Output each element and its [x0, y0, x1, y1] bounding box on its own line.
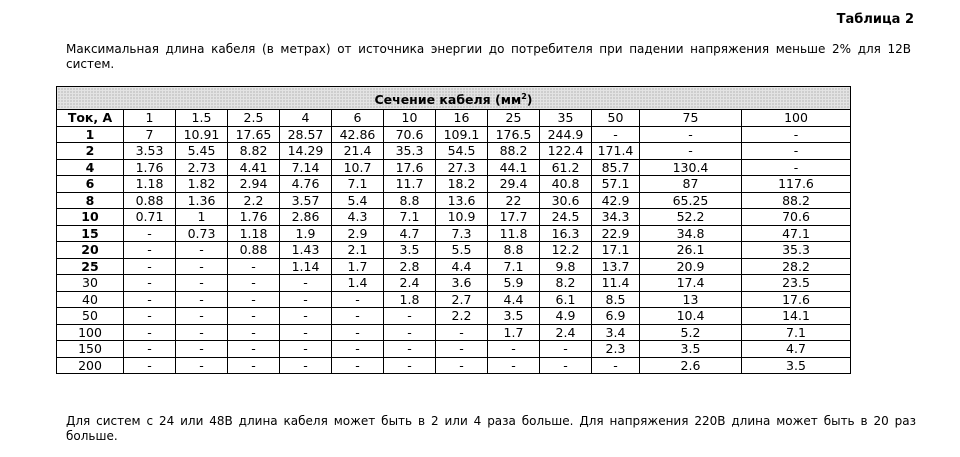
section-header-cell: 1.5: [176, 110, 228, 127]
row-current-label: 40: [57, 291, 124, 308]
table-cell: -: [228, 341, 280, 358]
table-cell: 1.7: [488, 324, 540, 341]
row-current-label: 10: [57, 209, 124, 226]
table-cell: 17.65: [228, 126, 280, 143]
row-current-label: 15: [57, 225, 124, 242]
table-row: [57, 126, 851, 143]
table-cell: 17.1: [592, 242, 640, 259]
table-cell: 17.4: [640, 275, 742, 292]
table-cell: 5.2: [640, 324, 742, 341]
table-cell: -: [176, 341, 228, 358]
table-cell: -: [228, 275, 280, 292]
table-cell: 1.4: [332, 275, 384, 292]
table-cell: 1.18: [228, 225, 280, 242]
table-cell: 4.3: [332, 209, 384, 226]
table-cell: 10.9: [436, 209, 488, 226]
table-cell: 21.4: [332, 143, 384, 160]
table-cell: -: [124, 291, 176, 308]
table-cell: -: [332, 357, 384, 374]
table-cell: 2.1: [332, 242, 384, 259]
table-cell: -: [332, 341, 384, 358]
table-cell: 7.1: [742, 324, 851, 341]
table-cell: 117.6: [742, 176, 851, 193]
table-cell: 3.6: [436, 275, 488, 292]
section-header-cell: 4: [280, 110, 332, 127]
table-cell: -: [742, 143, 851, 160]
table-cell: 8.5: [592, 291, 640, 308]
row-current-label: 100: [57, 324, 124, 341]
table-cell: -: [592, 126, 640, 143]
table-cell: 2.86: [280, 209, 332, 226]
section-header-row: [57, 87, 851, 110]
table-cell: 34.8: [640, 225, 742, 242]
section-header-cell: 1: [124, 110, 176, 127]
table-cell: -: [228, 324, 280, 341]
footnote-paragraph: Для систем с 24 или 48В длина кабеля может быть в 2 или 4 раза больше. Для напряжения 220В длина может быть в 20 раз больше.: [66, 414, 916, 443]
intro-paragraph: Максимальная длина кабеля (в метрах) от источника энергии до потребителя при падении напряжения меньше 2% для 12В систем.: [66, 42, 911, 71]
table-cell: 1.8: [384, 291, 436, 308]
table-cell: -: [488, 357, 540, 374]
table-cell: -: [228, 308, 280, 325]
table-cell: 61.2: [540, 159, 592, 176]
table-cell: 0.88: [124, 192, 176, 209]
table-cell: 10.7: [332, 159, 384, 176]
table-cell: 13.6: [436, 192, 488, 209]
table-cell: -: [124, 357, 176, 374]
table-row: [57, 341, 851, 358]
table-cell: 2.2: [228, 192, 280, 209]
row-current-label: 4: [57, 159, 124, 176]
table-cell: 88.2: [488, 143, 540, 160]
table-cell: 8.2: [540, 275, 592, 292]
table-cell: 85.7: [592, 159, 640, 176]
table-row: [57, 225, 851, 242]
table-cell: 7.1: [384, 209, 436, 226]
table-cell: 42.86: [332, 126, 384, 143]
row-current-label: 50: [57, 308, 124, 325]
table-cell: -: [540, 357, 592, 374]
section-header-cell: 6: [332, 110, 384, 127]
table-cell: 2.8: [384, 258, 436, 275]
table-cell: 70.6: [384, 126, 436, 143]
table-cell: -: [436, 357, 488, 374]
section-header-cell: 100: [742, 110, 851, 127]
table-cell: 17.7: [488, 209, 540, 226]
table-cell: -: [332, 308, 384, 325]
table-cell: 2.7: [436, 291, 488, 308]
table-cell: -: [436, 324, 488, 341]
table-cell: 23.5: [742, 275, 851, 292]
table-cell: 1.18: [124, 176, 176, 193]
table-cell: -: [228, 357, 280, 374]
table-cell: 42.9: [592, 192, 640, 209]
table-cell: 122.4: [540, 143, 592, 160]
table-cell: 3.57: [280, 192, 332, 209]
table-cell: 14.1: [742, 308, 851, 325]
table-cell: 30.6: [540, 192, 592, 209]
table-cell: 0.71: [124, 209, 176, 226]
table-cell: -: [384, 324, 436, 341]
table-cell: 1.36: [176, 192, 228, 209]
table-cell: 88.2: [742, 192, 851, 209]
table-row: [57, 159, 851, 176]
cable-length-table: [56, 86, 851, 374]
table-cell: -: [124, 275, 176, 292]
table-cell: 14.29: [280, 143, 332, 160]
table-cell: 11.7: [384, 176, 436, 193]
table-cell: -: [332, 324, 384, 341]
table-cell: 2.4: [384, 275, 436, 292]
table-cell: -: [124, 225, 176, 242]
table-cell: -: [592, 357, 640, 374]
table-cell: 17.6: [742, 291, 851, 308]
section-header-cell: 50: [592, 110, 640, 127]
table-cell: 1.43: [280, 242, 332, 259]
column-header-row: [57, 110, 851, 127]
table-cell: 11.4: [592, 275, 640, 292]
corner-label: Ток, А: [57, 110, 124, 127]
table-cell: 244.9: [540, 126, 592, 143]
table-cell: -: [228, 258, 280, 275]
table-cell: 13: [640, 291, 742, 308]
table-cell: 47.1: [742, 225, 851, 242]
table-cell: 3.4: [592, 324, 640, 341]
table-row: [57, 291, 851, 308]
table-cell: 1.76: [228, 209, 280, 226]
table-cell: 4.7: [742, 341, 851, 358]
table-cell: 7: [124, 126, 176, 143]
row-current-label: 6: [57, 176, 124, 193]
table-body: [57, 126, 851, 374]
table-cell: -: [280, 357, 332, 374]
table-cell: -: [640, 143, 742, 160]
table-cell: -: [124, 242, 176, 259]
row-current-label: 1: [57, 126, 124, 143]
table-cell: -: [176, 291, 228, 308]
table-cell: 3.5: [640, 341, 742, 358]
table-row: [57, 209, 851, 226]
table-cell: 22.9: [592, 225, 640, 242]
row-current-label: 2: [57, 143, 124, 160]
table-cell: 10.4: [640, 308, 742, 325]
row-current-label: 25: [57, 258, 124, 275]
table-cell: 2.94: [228, 176, 280, 193]
table-cell: 28.57: [280, 126, 332, 143]
table-cell: -: [280, 324, 332, 341]
table-cell: -: [540, 341, 592, 358]
table-cell: -: [384, 308, 436, 325]
table-cell: 16.3: [540, 225, 592, 242]
table-cell: -: [742, 159, 851, 176]
table-cell: 11.8: [488, 225, 540, 242]
table-cell: 8.8: [384, 192, 436, 209]
table-cell: 13.7: [592, 258, 640, 275]
table-cell: 2.2: [436, 308, 488, 325]
table-caption: Таблица 2: [836, 12, 914, 27]
table-cell: 18.2: [436, 176, 488, 193]
table-cell: -: [280, 341, 332, 358]
table-cell: 0.88: [228, 242, 280, 259]
table-cell: 20.9: [640, 258, 742, 275]
table-cell: 4.4: [488, 291, 540, 308]
section-header-cell: 25: [488, 110, 540, 127]
section-header-title: Сечение кабеля (мм: [374, 92, 522, 108]
section-header-close: ): [526, 92, 533, 108]
table-cell: 1: [176, 209, 228, 226]
table-row: [57, 242, 851, 259]
table-row: [57, 357, 851, 374]
table-cell: 1.7: [332, 258, 384, 275]
table-cell: -: [332, 291, 384, 308]
table-row: [57, 176, 851, 193]
table-cell: 52.2: [640, 209, 742, 226]
table-cell: 29.4: [488, 176, 540, 193]
table-row: [57, 258, 851, 275]
table-cell: 26.1: [640, 242, 742, 259]
table-cell: 2.6: [640, 357, 742, 374]
table-cell: -: [280, 275, 332, 292]
table-cell: 2.9: [332, 225, 384, 242]
table-cell: -: [124, 324, 176, 341]
table-cell: 17.6: [384, 159, 436, 176]
table-cell: 5.5: [436, 242, 488, 259]
table-cell: 2.73: [176, 159, 228, 176]
table-cell: 28.2: [742, 258, 851, 275]
table-cell: 35.3: [742, 242, 851, 259]
row-current-label: 30: [57, 275, 124, 292]
table-cell: 34.3: [592, 209, 640, 226]
table-cell: 4.76: [280, 176, 332, 193]
table-cell: -: [742, 126, 851, 143]
row-current-label: 200: [57, 357, 124, 374]
table-cell: 35.3: [384, 143, 436, 160]
table-cell: -: [280, 308, 332, 325]
table-cell: 2.4: [540, 324, 592, 341]
table-cell: 8.82: [228, 143, 280, 160]
table-row: [57, 308, 851, 325]
table-cell: 7.14: [280, 159, 332, 176]
table-cell: 27.3: [436, 159, 488, 176]
table-cell: 57.1: [592, 176, 640, 193]
table-cell: 5.45: [176, 143, 228, 160]
row-current-label: 8: [57, 192, 124, 209]
table-cell: 171.4: [592, 143, 640, 160]
table-cell: 5.4: [332, 192, 384, 209]
table-cell: -: [280, 291, 332, 308]
section-header: [57, 87, 851, 110]
table-cell: 4.41: [228, 159, 280, 176]
table-cell: -: [228, 291, 280, 308]
table-cell: 3.5: [488, 308, 540, 325]
table-cell: 1.14: [280, 258, 332, 275]
table-cell: -: [384, 357, 436, 374]
table-cell: 12.2: [540, 242, 592, 259]
section-header-superscript: 2: [521, 91, 527, 101]
table-cell: -: [176, 357, 228, 374]
table-cell: -: [176, 308, 228, 325]
table-cell: -: [176, 275, 228, 292]
table-cell: -: [436, 341, 488, 358]
table-cell: 1.76: [124, 159, 176, 176]
table-cell: 3.53: [124, 143, 176, 160]
table-cell: 7.3: [436, 225, 488, 242]
table-cell: -: [176, 242, 228, 259]
table-cell: 1.9: [280, 225, 332, 242]
table-cell: -: [488, 341, 540, 358]
table-cell: 3.5: [742, 357, 851, 374]
table-cell: 54.5: [436, 143, 488, 160]
table-cell: -: [124, 341, 176, 358]
table-row: [57, 143, 851, 160]
table-cell: 8.8: [488, 242, 540, 259]
table-cell: 7.1: [332, 176, 384, 193]
section-header-cell: 75: [640, 110, 742, 127]
table-cell: -: [124, 258, 176, 275]
table-row: [57, 275, 851, 292]
table-cell: 5.9: [488, 275, 540, 292]
table-cell: -: [384, 341, 436, 358]
table-cell: 4.7: [384, 225, 436, 242]
table-cell: -: [176, 258, 228, 275]
table-cell: -: [640, 126, 742, 143]
row-current-label: 150: [57, 341, 124, 358]
table-cell: 9.8: [540, 258, 592, 275]
table-cell: 24.5: [540, 209, 592, 226]
table-cell: -: [124, 308, 176, 325]
section-header-cell: 35: [540, 110, 592, 127]
table-cell: 4.9: [540, 308, 592, 325]
table-cell: 130.4: [640, 159, 742, 176]
table-cell: 7.1: [488, 258, 540, 275]
table-cell: -: [176, 324, 228, 341]
table-cell: 2.3: [592, 341, 640, 358]
section-header-cell: 2.5: [228, 110, 280, 127]
table-cell: 40.8: [540, 176, 592, 193]
table-cell: 22: [488, 192, 540, 209]
table-row: [57, 192, 851, 209]
table-row: [57, 324, 851, 341]
table-cell: 65.25: [640, 192, 742, 209]
table-cell: 87: [640, 176, 742, 193]
table-cell: 109.1: [436, 126, 488, 143]
section-header-cell: 16: [436, 110, 488, 127]
table-cell: 3.5: [384, 242, 436, 259]
table-cell: 10.91: [176, 126, 228, 143]
row-current-label: 20: [57, 242, 124, 259]
section-header-cell: 10: [384, 110, 436, 127]
table-cell: 6.9: [592, 308, 640, 325]
table-cell: 6.1: [540, 291, 592, 308]
table-cell: 4.4: [436, 258, 488, 275]
table-cell: 44.1: [488, 159, 540, 176]
table-cell: 70.6: [742, 209, 851, 226]
table-cell: 176.5: [488, 126, 540, 143]
table-cell: 0.73: [176, 225, 228, 242]
table-cell: 1.82: [176, 176, 228, 193]
